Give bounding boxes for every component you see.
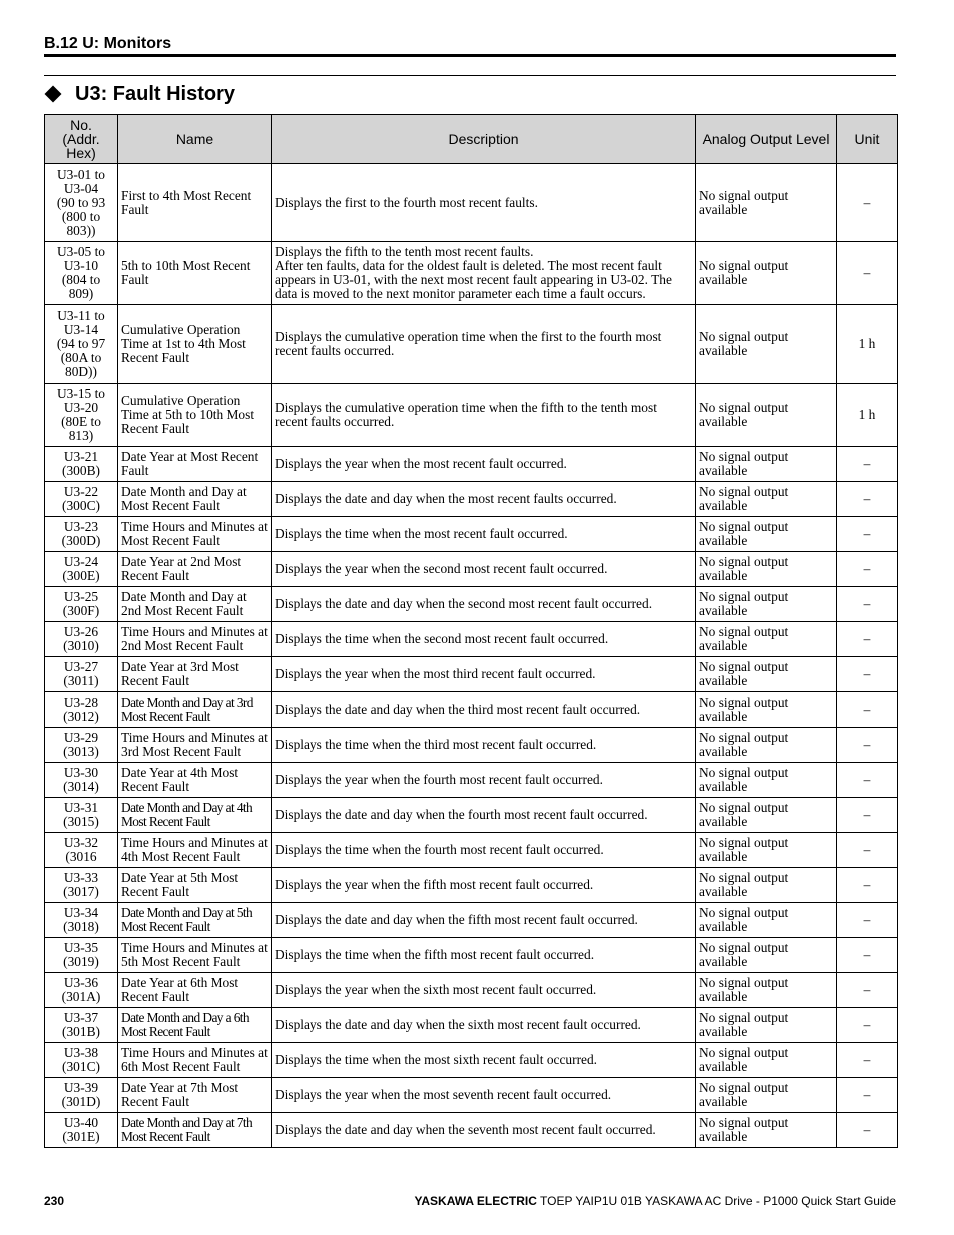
description-cell (272, 657, 696, 692)
description-cell (272, 938, 696, 973)
unit-cell: – (837, 657, 898, 692)
description-cell (272, 384, 696, 447)
parameter-name-cell: Date Year at 5th Most Recent Fault (118, 868, 272, 903)
description-cell (272, 973, 696, 1008)
description-cell (272, 587, 696, 622)
unit-cell: – (837, 973, 898, 1008)
description-cell (272, 305, 696, 384)
parameter-number-line: (90 to 93 (56, 194, 106, 210)
description-line: Displays the cumulative operation time when the fifth to the tenth most recent faults occurred. (275, 400, 657, 429)
page-title-row (44, 82, 235, 106)
table-row (45, 868, 898, 903)
description-line: Displays the cumulative operation time when the first to the fourth most recent faults occurred. (275, 329, 662, 358)
table-body (45, 164, 898, 1148)
description-cell (272, 728, 696, 763)
parameter-number-line: U3-38 (63, 1045, 99, 1060)
unit-cell: 1 h (837, 305, 898, 384)
unit-cell: – (837, 1113, 898, 1148)
parameter-number-line: (3011) (63, 673, 99, 688)
parameter-number-line: U3-15 to (57, 386, 105, 401)
parameter-number-cell (45, 938, 118, 973)
footer-brand: YASKAWA ELECTRIC (414, 1194, 537, 1208)
description-cell (272, 798, 696, 833)
parameter-number-cell (45, 763, 118, 798)
parameter-name-cell: First to 4th Most Recent Fault (118, 164, 272, 242)
parameter-number-line: (3015) (63, 814, 99, 829)
diamond-bullet-icon (45, 86, 62, 103)
parameter-number-line: (301C) (62, 1059, 100, 1074)
table-row (45, 728, 898, 763)
parameter-name-cell: Date Month and Day a 6th Most Recent Fault (118, 1008, 272, 1043)
description-line: Displays the time when the second most recent fault occurred. (275, 631, 609, 646)
analog-output-cell: No signal output available (696, 1008, 837, 1043)
description-cell (272, 903, 696, 938)
description-line: Displays the year when the sixth most recent fault occurred. (275, 982, 597, 997)
description-cell (272, 868, 696, 903)
table-row (45, 973, 898, 1008)
parameter-number-cell (45, 482, 118, 517)
parameter-name-cell: Date Year at Most Recent Fault (118, 447, 272, 482)
unit-cell: – (837, 903, 898, 938)
parameter-number-line: (800 to (61, 208, 101, 224)
description-cell (272, 1113, 696, 1148)
parameter-name-cell: Date Year at 3rd Most Recent Fault (118, 657, 272, 692)
header-rule (44, 54, 896, 57)
parameter-number-cell (45, 1078, 118, 1113)
parameter-number-cell (45, 242, 118, 305)
analog-output-cell: No signal output available (696, 384, 837, 447)
description-line: Displays the year when the most recent fault occurred. (275, 456, 567, 471)
parameter-number-line: U3-10 (63, 258, 99, 273)
table-row (45, 938, 898, 973)
parameter-number-line: U3-01 to (57, 166, 105, 182)
analog-output-cell: No signal output available (696, 242, 837, 305)
parameter-number-line: (301B) (62, 1024, 100, 1039)
parameter-number-cell (45, 973, 118, 1008)
unit-cell: – (837, 164, 898, 242)
parameter-number-line: (300E) (62, 568, 100, 583)
unit-cell: – (837, 1043, 898, 1078)
parameter-number-cell (45, 164, 118, 242)
description-cell (272, 1043, 696, 1078)
parameter-name-cell: Date Year at 4th Most Recent Fault (118, 763, 272, 798)
parameter-number-line: U3-22 (63, 484, 99, 499)
analog-output-cell: No signal output available (696, 763, 837, 798)
unit-cell: – (837, 868, 898, 903)
description-cell (272, 552, 696, 587)
parameter-number-cell (45, 903, 118, 938)
description-line: Displays the date and day when the sixth most recent fault occurred. (275, 1017, 641, 1032)
parameter-name-cell: 5th to 10th Most Recent Fault (118, 242, 272, 305)
parameter-number-line: U3-04 (63, 180, 99, 196)
parameter-name-cell: Date Year at 7th Most Recent Fault (118, 1078, 272, 1113)
description-line: Displays the date and day when the third most recent fault occurred. (275, 701, 641, 717)
parameter-number-cell (45, 833, 118, 868)
analog-output-cell: No signal output available (696, 587, 837, 622)
table-row (45, 482, 898, 517)
parameter-name-cell: Cumulative Operation Time at 1st to 4th Most Recent Fault (118, 305, 272, 384)
description-line: Displays the year when the second most recent fault occurred. (275, 561, 608, 576)
column-header-name: Name (118, 115, 272, 164)
parameter-number-line: U3-23 (63, 519, 99, 534)
description-cell (272, 164, 696, 242)
description-line: Displays the date and day when the second most recent fault occurred. (275, 596, 653, 611)
unit-cell: – (837, 517, 898, 552)
unit-cell: – (837, 938, 898, 973)
parameter-number-line: (3019) (63, 954, 99, 969)
parameter-number-line: U3-31 (63, 800, 99, 815)
table-row (45, 1043, 898, 1078)
table-header-row (45, 115, 898, 164)
analog-output-cell: No signal output available (696, 447, 837, 482)
parameter-number-line: (300F) (62, 603, 100, 618)
table-row (45, 1008, 898, 1043)
analog-output-cell: No signal output available (696, 622, 837, 657)
description-line: Displays the date and day when the fifth most recent fault occurred. (275, 912, 638, 927)
parameter-number-line: (300B) (62, 463, 100, 478)
analog-output-cell: No signal output available (696, 868, 837, 903)
table-row (45, 622, 898, 657)
parameter-number-line: U3-35 (63, 940, 99, 955)
table-row (45, 552, 898, 587)
parameter-number-line: U3-29 (63, 730, 99, 745)
parameter-number-cell (45, 728, 118, 763)
parameter-number-line: U3-24 (63, 554, 99, 569)
analog-output-cell: No signal output available (696, 657, 837, 692)
unit-cell: – (837, 763, 898, 798)
parameter-number-line: U3-39 (63, 1080, 99, 1095)
description-cell (272, 1078, 696, 1113)
parameter-name-cell: Cumulative Operation Time at 5th to 10th Most Recent Fault (118, 384, 272, 447)
description-line: Displays the time when the third most recent fault occurred. (275, 737, 597, 752)
analog-output-cell: No signal output available (696, 833, 837, 868)
analog-output-cell: No signal output available (696, 482, 837, 517)
description-line: Displays the date and day when the most recent faults occurred. (275, 491, 617, 506)
description-line: Displays the year when the fourth most recent fault occurred. (275, 772, 603, 787)
description-line: Displays the year when the most third recent fault occurred. (275, 666, 596, 681)
table-row (45, 903, 898, 938)
table-row (45, 657, 898, 692)
parameter-number-line: (300D) (61, 533, 101, 548)
parameter-number-line: U3-11 to (57, 308, 105, 323)
parameter-name-cell: Time Hours and Minutes at 2nd Most Recent Fault (118, 622, 272, 657)
parameter-name-cell: Date Month and Day at 3rd Most Recent Fault (118, 692, 272, 728)
footer-doc-title: TOEP YAIP1U 01B YASKAWA AC Drive - P1000 Quick Start Guide (536, 1194, 896, 1208)
parameter-number-cell (45, 305, 118, 384)
parameter-number-line: (3012) (63, 708, 99, 724)
analog-output-cell: No signal output available (696, 552, 837, 587)
parameter-number-cell (45, 517, 118, 552)
parameter-number-line: (3013) (63, 744, 99, 759)
description-cell (272, 1008, 696, 1043)
description-line: Displays the year when the most seventh recent fault occurred. (275, 1087, 612, 1102)
analog-output-cell: No signal output available (696, 798, 837, 833)
description-line: Displays the time when the most sixth recent fault occurred. (275, 1052, 598, 1067)
header-divider (44, 75, 896, 76)
column-header-unit: Unit (837, 115, 898, 164)
unit-cell: – (837, 242, 898, 305)
analog-output-cell: No signal output available (696, 517, 837, 552)
unit-cell: – (837, 447, 898, 482)
column-header-no-line: Hex) (66, 145, 96, 161)
parameter-number-line: (3014) (63, 779, 99, 794)
parameter-name-cell: Time Hours and Minutes at Most Recent Fault (118, 517, 272, 552)
analog-output-cell: No signal output available (696, 903, 837, 938)
analog-output-cell: No signal output available (696, 1113, 837, 1148)
analog-output-cell: No signal output available (696, 938, 837, 973)
parameter-number-line: U3-32 (63, 835, 99, 850)
description-cell (272, 763, 696, 798)
unit-cell: – (837, 728, 898, 763)
parameter-name-cell: Time Hours and Minutes at 5th Most Recent Fault (118, 938, 272, 973)
table-row (45, 763, 898, 798)
parameter-number-cell (45, 868, 118, 903)
column-header-no-line: No. (70, 117, 92, 133)
parameter-number-line: (804 to (61, 272, 101, 287)
parameter-number-cell (45, 1008, 118, 1043)
unit-cell: – (837, 798, 898, 833)
parameter-number-line: (3018) (63, 919, 99, 934)
parameter-number-line: U3-05 to (57, 244, 105, 259)
analog-output-cell: No signal output available (696, 728, 837, 763)
table-row (45, 833, 898, 868)
description-line: Displays the time when the fifth most recent fault occurred. (275, 947, 595, 962)
parameter-number-cell (45, 622, 118, 657)
table-row (45, 164, 898, 242)
parameter-number-line: (301E) (62, 1129, 100, 1144)
parameter-name-cell: Date Month and Day at Most Recent Fault (118, 482, 272, 517)
description-line: Displays the time when the fourth most recent fault occurred. (275, 842, 604, 857)
parameter-name-cell: Date Year at 2nd Most Recent Fault (118, 552, 272, 587)
description-cell (272, 482, 696, 517)
description-line: Displays the date and day when the seventh most recent fault occurred. (275, 1122, 656, 1137)
parameter-number-cell (45, 447, 118, 482)
parameter-number-cell (45, 587, 118, 622)
parameter-number-line: U3-27 (63, 659, 99, 674)
description-cell (272, 517, 696, 552)
description-line: Displays the time when the most recent fault occurred. (275, 526, 568, 541)
parameter-number-line: (3016 (65, 849, 97, 864)
table-row (45, 1113, 898, 1148)
analog-output-cell: No signal output available (696, 305, 837, 384)
table-row (45, 798, 898, 833)
parameter-name-cell: Time Hours and Minutes at 3rd Most Recent Fault (118, 728, 272, 763)
parameter-number-line: U3-14 (63, 322, 99, 337)
parameter-number-line: (80A to (60, 350, 102, 365)
analog-output-cell: No signal output available (696, 1043, 837, 1078)
parameter-name-cell: Time Hours and Minutes at 6th Most Recent Fault (118, 1043, 272, 1078)
unit-cell: – (837, 482, 898, 517)
section-header: B.12 U: Monitors (44, 35, 172, 52)
parameter-name-cell: Date Month and Day at 7th Most Recent Fault (118, 1113, 272, 1148)
description-line: Displays the year when the fifth most recent fault occurred. (275, 877, 594, 892)
description-cell (272, 242, 696, 305)
description-cell (272, 447, 696, 482)
analog-output-cell: No signal output available (696, 1078, 837, 1113)
table-row (45, 447, 898, 482)
page-number: 230 (44, 1194, 65, 1208)
footer-doc-info (414, 1194, 896, 1208)
table-row (45, 692, 898, 728)
parameter-number-line: U3-36 (63, 975, 99, 990)
description-line: Displays the fifth to the tenth most recent faults. (275, 244, 534, 259)
description-cell (272, 692, 696, 728)
parameter-number-line: (94 to 97 (56, 336, 106, 351)
description-line: Displays the first to the fourth most recent faults. (275, 194, 538, 210)
table-row (45, 1078, 898, 1113)
table-row (45, 305, 898, 384)
parameter-number-cell (45, 692, 118, 728)
parameter-number-line: 803)) (66, 222, 96, 238)
parameter-number-line: U3-28 (63, 694, 99, 710)
parameter-number-line: U3-20 (63, 400, 99, 415)
column-header-description: Description (272, 115, 696, 164)
description-cell (272, 622, 696, 657)
description-cell (272, 833, 696, 868)
table-row (45, 384, 898, 447)
page-title: U3: Fault History (75, 82, 236, 105)
parameter-number-line: U3-25 (63, 589, 99, 604)
description-line: Displays the date and day when the fourth most recent fault occurred. (275, 807, 648, 822)
table-row (45, 517, 898, 552)
parameter-name-cell: Date Month and Day at 2nd Most Recent Fault (118, 587, 272, 622)
parameter-number-cell (45, 552, 118, 587)
analog-output-cell: No signal output available (696, 692, 837, 728)
parameter-number-line: 809) (68, 286, 94, 301)
parameter-number-cell (45, 384, 118, 447)
parameter-number-line: (3017) (63, 884, 99, 899)
unit-cell: 1 h (837, 384, 898, 447)
table-row (45, 587, 898, 622)
parameter-name-cell: Time Hours and Minutes at 4th Most Recent Fault (118, 833, 272, 868)
description-line: After ten faults, data for the oldest fault is deleted. The most recent fault appears in U3-01, with the next most recent fault appearing in U3-02. The data is moved to the next monitor parameter each time a fault occurs. (275, 258, 672, 301)
parameter-number-line: U3-33 (63, 870, 99, 885)
parameter-number-line: U3-26 (63, 624, 99, 639)
parameter-number-line: U3-21 (63, 449, 99, 464)
parameter-number-line: 813) (68, 428, 94, 443)
unit-cell: – (837, 552, 898, 587)
column-header-no-line: (Addr. (62, 131, 100, 147)
parameter-number-line: (300C) (62, 498, 100, 513)
parameter-number-cell (45, 1113, 118, 1148)
parameter-name-cell: Date Year at 6th Most Recent Fault (118, 973, 272, 1008)
parameter-number-cell (45, 657, 118, 692)
parameter-number-line: (301D) (61, 1094, 101, 1109)
parameter-number-line: (3010) (63, 638, 99, 653)
parameter-name-cell: Date Month and Day at 4th Most Recent Fault (118, 798, 272, 833)
parameter-number-line: (301A) (61, 989, 101, 1004)
parameter-number-line: U3-37 (63, 1010, 99, 1025)
parameter-number-cell (45, 798, 118, 833)
parameter-number-line: 80D)) (65, 364, 97, 379)
parameter-number-line: U3-30 (63, 765, 99, 780)
analog-output-cell: No signal output available (696, 973, 837, 1008)
parameter-number-line: (80E to (61, 414, 101, 429)
parameter-number-cell (45, 1043, 118, 1078)
unit-cell: – (837, 1008, 898, 1043)
parameter-number-line: U3-34 (63, 905, 99, 920)
parameter-name-cell: Date Month and Day at 5th Most Recent Fault (118, 903, 272, 938)
table-row (45, 242, 898, 305)
column-header-analog-output: Analog Output Level (696, 115, 837, 164)
unit-cell: – (837, 587, 898, 622)
unit-cell: – (837, 622, 898, 657)
fault-history-table (44, 114, 898, 1148)
analog-output-cell: No signal output available (696, 164, 837, 242)
unit-cell: – (837, 1078, 898, 1113)
column-header-no (45, 115, 118, 164)
parameter-number-line: U3-40 (63, 1115, 99, 1130)
unit-cell: – (837, 833, 898, 868)
unit-cell: – (837, 692, 898, 728)
